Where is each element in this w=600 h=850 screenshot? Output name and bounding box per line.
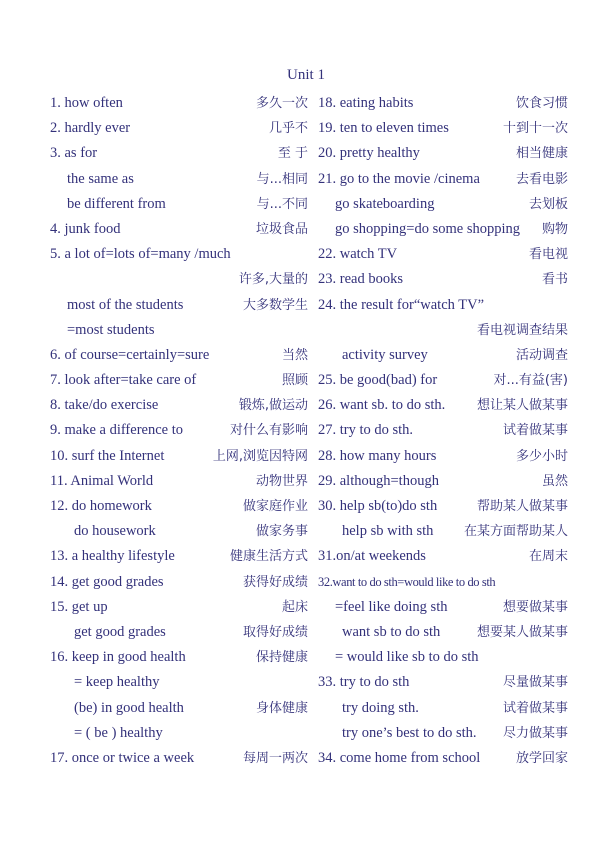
english-phrase: 14. get good grades [50,573,164,590]
vocab-row [50,167,308,192]
english-phrase: 33. try to do sth [318,674,410,691]
vocab-row [318,418,568,443]
chinese-meaning: 大多数学生 [242,297,308,313]
english-phrase: 9. make a difference to [50,422,183,439]
vocab-row [50,696,308,721]
chinese-meaning: 在周末 [528,549,568,565]
vocab-row [318,645,568,670]
chinese-meaning: 对什么有影响 [229,423,308,439]
vocab-row [318,721,568,746]
english-phrase: = would like sb to do sth [335,649,479,666]
chinese-meaning: 看书 [541,272,568,288]
vocab-row [50,645,308,670]
vocab-row [50,444,308,469]
chinese-meaning: 饮食习惯 [515,96,568,111]
right-column [318,91,568,771]
vocab-row [50,318,308,343]
english-phrase: 25. be good(bad) for [318,372,438,389]
chinese-meaning: 看电视 [528,247,568,263]
english-phrase: 5. a lot of=lots of=many /much [50,246,231,263]
vocab-row [318,570,568,595]
vocab-row [50,544,308,569]
english-phrase: activity survey [342,346,428,363]
vocab-row [318,141,568,166]
chinese-meaning: 活动调查 [515,347,568,363]
english-phrase: 24. the result for“watch TV” [318,296,485,313]
chinese-meaning: 多久一次 [255,96,308,111]
chinese-meaning: 多少小时 [515,448,568,464]
vocab-row [318,670,568,695]
chinese-meaning: 做家庭作业 [242,499,308,514]
english-phrase: 29. although=though [318,472,439,489]
english-phrase: 1. how often [50,95,123,111]
vocab-row [318,267,568,292]
chinese-meaning: 想要某人做某事 [476,624,568,640]
english-phrase: 19. ten to eleven times [318,120,449,137]
chinese-meaning: 帮助某人做某事 [476,499,568,514]
english-phrase: try one’s best to do sth. [342,724,477,741]
english-phrase: want sb to do sth [342,623,441,640]
vocab-row [50,242,308,267]
vocab-row [50,746,308,771]
english-phrase: 26. want sb. to do sth. [318,397,446,414]
vocab-row [318,293,568,318]
english-phrase: 34. come home from school [318,749,481,766]
english-phrase: 18. eating habits [318,95,414,111]
chinese-meaning: 相当健康 [515,146,568,162]
english-phrase: 4. junk food [50,220,121,237]
vocab-row [50,570,308,595]
vocab-row [50,91,308,116]
chinese-meaning: 当然 [281,347,308,363]
vocab-row [50,595,308,620]
english-phrase: 2. hardly ever [50,120,131,137]
vocab-row [50,469,308,494]
chinese-meaning: 取得好成绩 [242,624,308,640]
english-phrase: most of the students [67,296,184,313]
english-phrase: go skateboarding [335,195,435,212]
english-phrase: help sb with sth [342,523,434,540]
vocab-row [318,444,568,469]
english-phrase: get good grades [74,623,166,640]
vocab-row [318,595,568,620]
vocab-row [50,494,308,519]
english-phrase: 31.on/at weekends [318,548,426,565]
vocab-row [318,116,568,141]
vocab-row [50,141,308,166]
chinese-meaning: 几乎不 [268,121,308,137]
vocab-row [318,343,568,368]
page-title: Unit 1 [287,67,325,83]
english-phrase: = keep healthy [74,674,160,691]
chinese-meaning: 购物 [541,221,568,237]
english-phrase: = ( be ) healthy [74,724,163,741]
english-phrase: try doing sth. [342,699,419,716]
vocab-row [318,469,568,494]
english-phrase: 15. get up [50,598,108,615]
chinese-meaning: 放学回家 [515,750,568,766]
vocab-row [50,721,308,746]
vocab-row [50,116,308,141]
vocab-row [50,368,308,393]
chinese-meaning: 对...有益(害) [493,373,568,389]
english-phrase: do housework [74,523,156,540]
chinese-meaning: 许多,大量的 [238,272,308,288]
vocab-row [50,620,308,645]
chinese-meaning: 保持健康 [255,650,308,666]
english-phrase: 32.want to do sth=would like to do sth [318,574,496,589]
vocab-row [318,746,568,771]
vocab-row [50,670,308,695]
vocab-row [318,519,568,544]
english-phrase: 3. as for [50,145,98,162]
vocab-row [50,267,308,292]
english-phrase: 22. watch TV [318,246,398,263]
chinese-meaning: 想让某人做某事 [476,398,568,414]
english-phrase: 27. try to do sth. [318,422,414,439]
english-phrase: 28. how many hours [318,447,437,464]
chinese-meaning: 在某方面帮助某人 [463,524,568,540]
chinese-meaning: 身体健康 [255,700,308,716]
vocab-row [50,393,308,418]
chinese-meaning: 尽量做某事 [502,675,568,691]
english-phrase: 10. surf the Internet [50,447,165,464]
english-phrase: 7. look after=take care of [50,372,197,389]
english-phrase: 8. take/do exercise [50,397,159,414]
chinese-meaning: 上网,浏览因特网 [212,448,308,464]
english-phrase: 6. of course=certainly=sure [50,346,210,363]
english-phrase: 17. once or twice a week [50,749,195,766]
chinese-meaning: 看电视调查结果 [476,322,568,338]
vocab-row [50,418,308,443]
left-column [50,91,308,771]
chinese-meaning: 十到十一次 [502,121,568,137]
chinese-meaning: 去划板 [528,196,568,212]
chinese-meaning: 想要做某事 [502,599,568,615]
english-phrase: 12. do homework [50,498,152,514]
english-phrase: 13. a healthy lifestyle [50,548,175,565]
vocab-row [318,544,568,569]
english-phrase: go shopping=do some shopping [335,220,521,237]
english-phrase: (be) in good health [74,699,184,716]
chinese-meaning: 试着做某事 [502,423,568,439]
vocab-row [50,217,308,242]
english-phrase: 16. keep in good health [50,649,186,666]
vocab-row [318,167,568,192]
vocab-row [318,217,568,242]
chinese-meaning: 与...相同 [256,171,308,187]
chinese-meaning: 垃圾食品 [255,221,308,237]
vocab-row [318,242,568,267]
vocab-row [50,192,308,217]
vocab-row [50,519,308,544]
vocab-row [318,318,568,343]
chinese-meaning: 虽然 [541,473,568,489]
chinese-meaning: 与...不同 [256,196,308,212]
vocab-row [318,696,568,721]
english-phrase: 21. go to the movie /cinema [318,170,480,187]
english-phrase: be different from [67,195,166,212]
vocab-row [318,620,568,645]
chinese-meaning: 试着做某事 [502,700,568,716]
english-phrase: =feel like doing sth [335,598,448,615]
chinese-meaning: 去看电影 [515,171,568,187]
english-phrase: 23. read books [318,271,403,288]
chinese-meaning: 做家务事 [255,524,308,540]
chinese-meaning: 健康生活方式 [229,549,308,565]
chinese-meaning: 获得好成绩 [242,574,308,590]
chinese-meaning: 锻炼,做运动 [238,398,308,414]
vocab-row [318,91,568,116]
vocab-row [318,393,568,418]
english-phrase: 20. pretty healthy [318,145,420,162]
chinese-meaning: 每周一两次 [242,750,308,766]
english-phrase: 30. help sb(to)do sth [318,498,438,514]
vocab-row [318,368,568,393]
chinese-meaning: 照顾 [281,373,308,389]
vocab-row [318,192,568,217]
vocab-row [50,293,308,318]
chinese-meaning: 动物世界 [255,473,308,489]
vocab-row [50,343,308,368]
english-phrase: 11. Animal World [50,472,154,489]
english-phrase: the same as [67,170,134,187]
chinese-meaning: 起床 [281,599,308,615]
vocab-row [318,494,568,519]
english-phrase: =most students [67,321,155,338]
chinese-meaning: 至 于 [277,146,308,162]
chinese-meaning: 尽力做某事 [502,725,568,741]
